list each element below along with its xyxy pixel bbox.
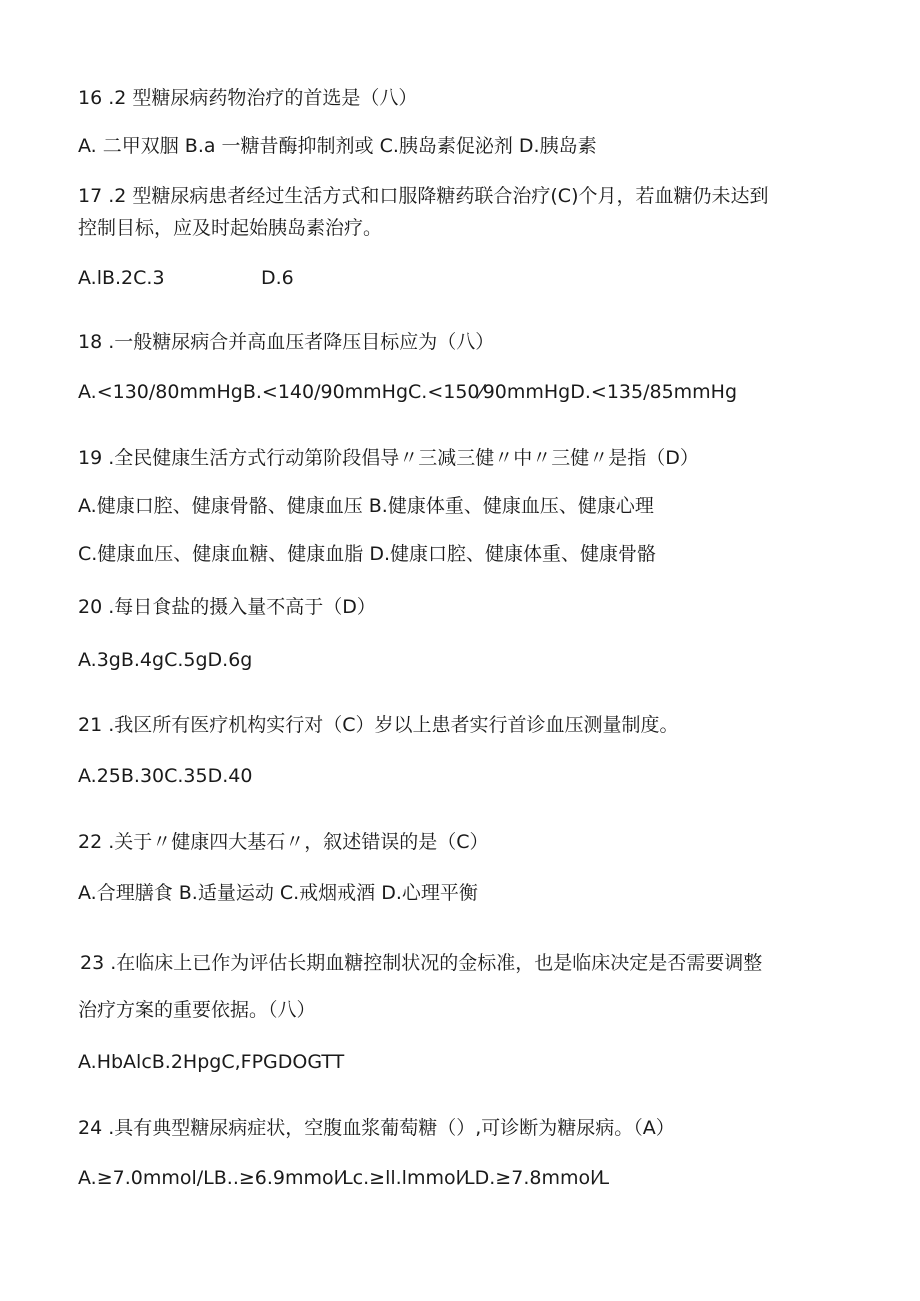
question-19-options-cd: C.健康血压、健康血糖、健康血脂 D.健康口腔、健康体重、健康骨骼 xyxy=(78,543,657,565)
question-21-options: A.25B.30C.35D.40 xyxy=(78,765,253,787)
question-17-continued: 控制目标，应及时起始胰岛素治疗。 xyxy=(78,217,383,239)
question-17: 17 .2 型糖尿病患者经过生活方式和口服降糖药联合治疗(C)个月，若血糖仍未达到 xyxy=(78,185,769,207)
question-17-option-d: D.6 xyxy=(261,267,294,289)
question-24-options: A.≥7.0mmol/LB..≥6.9mmol⁄Lc.≥ll.lmmol⁄LD.≥7.8mmol⁄L xyxy=(78,1167,610,1189)
question-21: 21 .我区所有医疗机构实行对（C）岁以上患者实行首诊血压测量制度。 xyxy=(78,714,679,736)
question-22-options: A.合理膳食 B.适量运动 C.戒烟戒酒 D.心理平衡 xyxy=(78,882,478,904)
question-18-options: A.<130/80mmHgB.<140/90mmHgC.<150⁄90mmHgD.<135/85mmHg xyxy=(78,381,738,403)
question-16: 16 .2 型糖尿病药物治疗的首选是（八） xyxy=(78,87,418,109)
question-20: 20 .每日食盐的摄入量不高于（D） xyxy=(78,596,376,618)
question-23-continued: 治疗方案的重要依据。（八） xyxy=(78,999,316,1021)
question-22: 22 .关于〃健康四大基石〃，叙述错误的是（C） xyxy=(78,831,489,853)
question-20-options: A.3gB.4gC.5gD.6g xyxy=(78,649,253,671)
question-19-options-ab: A.健康口腔、健康骨骼、健康血压 B.健康体重、健康血压、健康心理 xyxy=(78,495,654,517)
question-16-options: A. 二甲双胭 B.a 一糖昔酶抑制剂或 C.胰岛素促泌剂 D.胰岛素 xyxy=(78,135,597,157)
question-23-options: A.HbAlcB.2HpgC,FPGDOGTT xyxy=(78,1051,345,1073)
question-24: 24 .具有典型糖尿病症状，空腹血浆葡萄糖（）,可诊断为糖尿病。（A） xyxy=(78,1117,675,1139)
question-19: 19 .全民健康生活方式行动第阶段倡导〃三减三健〃中〃三健〃是指（D） xyxy=(78,447,699,469)
question-23: 23 .在临床上已作为评估长期血糖控制状况的金标准，也是临床决定是否需要调整 xyxy=(80,952,763,974)
question-17-options-abc: A.lB.2C.3 xyxy=(78,267,165,289)
question-18: 18 .一般糖尿病合并高血压者降压目标应为（八） xyxy=(78,331,495,353)
question-17-options xyxy=(78,264,294,292)
